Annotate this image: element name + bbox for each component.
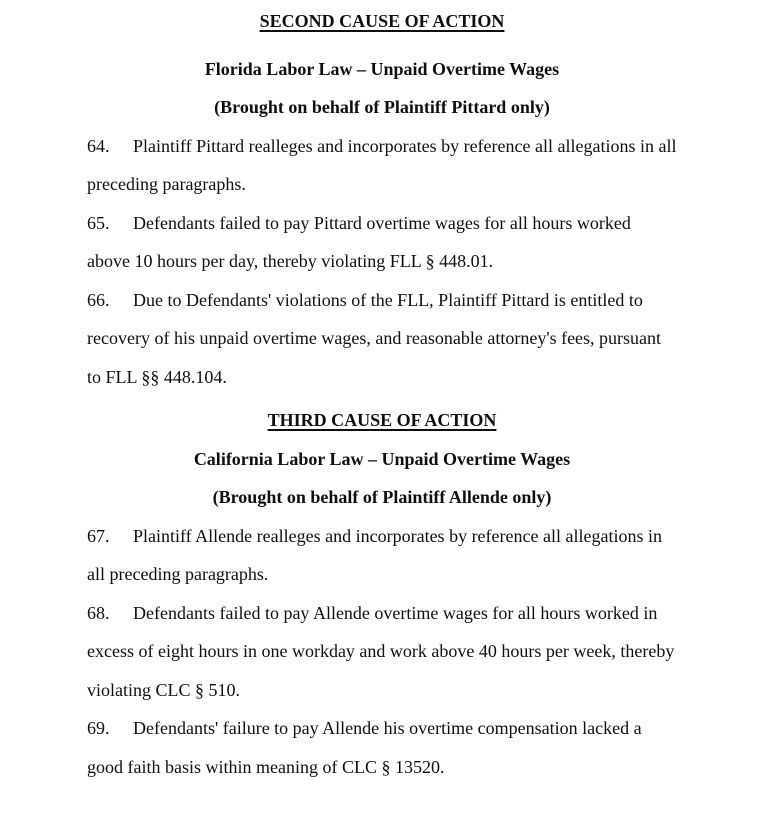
paragraph-first-line <box>87 127 677 166</box>
paragraph-number: 67. <box>87 525 110 546</box>
section-heading: THIRD CAUSE OF ACTION <box>267 410 497 430</box>
paragraph-first-line <box>87 281 677 320</box>
section-subheading-behalf: (Brought on behalf of Plaintiff Pittard only) <box>214 97 550 117</box>
paragraph-first-line <box>87 709 677 748</box>
paragraph-number: 65. <box>87 212 110 233</box>
paragraph-first-line <box>87 204 677 243</box>
paragraph-line: above 10 hours per day, thereby violating FLL § 448.01. <box>87 251 494 271</box>
paragraph-line: Defendants failed to pay Pittard overtime wages for all hours worked <box>133 212 631 233</box>
section-subheading-law: Florida Labor Law – Unpaid Overtime Wages <box>204 58 560 79</box>
paragraph-line: Due to Defendants' violations of the FLL, Plaintiff Pittard is entitled to <box>133 289 643 310</box>
paragraph-line: Defendants failed to pay Allende overtime wages for all hours worked in <box>133 602 658 623</box>
paragraph-line: to FLL §§ 448.104. <box>87 366 227 387</box>
paragraph-line: Plaintiff Allende realleges and incorporates by reference all allegations in <box>133 525 662 546</box>
paragraph-number: 64. <box>87 135 110 156</box>
paragraph-number: 69. <box>87 718 110 738</box>
section-subheading-law: California Labor Law – Unpaid Overtime Wages <box>193 448 571 469</box>
paragraph-line: Plaintiff Pittard realleges and incorporates by reference all allegations in all <box>133 135 677 156</box>
paragraph-first-line <box>87 594 677 633</box>
paragraph-number: 66. <box>87 289 110 310</box>
paragraph-line: violating CLC § 510. <box>87 679 240 700</box>
paragraph-line: good faith basis within meaning of CLC § 13520. <box>87 756 445 777</box>
section-subheading-behalf: (Brought on behalf of Plaintiff Allende only) <box>212 487 552 507</box>
section-heading: SECOND CAUSE OF ACTION <box>259 11 505 31</box>
paragraph-line: Defendants' failure to pay Allende his overtime compensation lacked a <box>133 718 642 738</box>
paragraph-first-line <box>87 517 677 556</box>
paragraph-number: 68. <box>87 602 110 623</box>
paragraph-line: recovery of his unpaid overtime wages, and reasonable attorney's fees, pursuant <box>87 328 662 348</box>
paragraph-line: preceding paragraphs. <box>87 174 246 194</box>
paragraph-line: excess of eight hours in one workday and work above 40 hours per week, thereby <box>87 641 675 661</box>
paragraph-line: all preceding paragraphs. <box>87 564 269 584</box>
